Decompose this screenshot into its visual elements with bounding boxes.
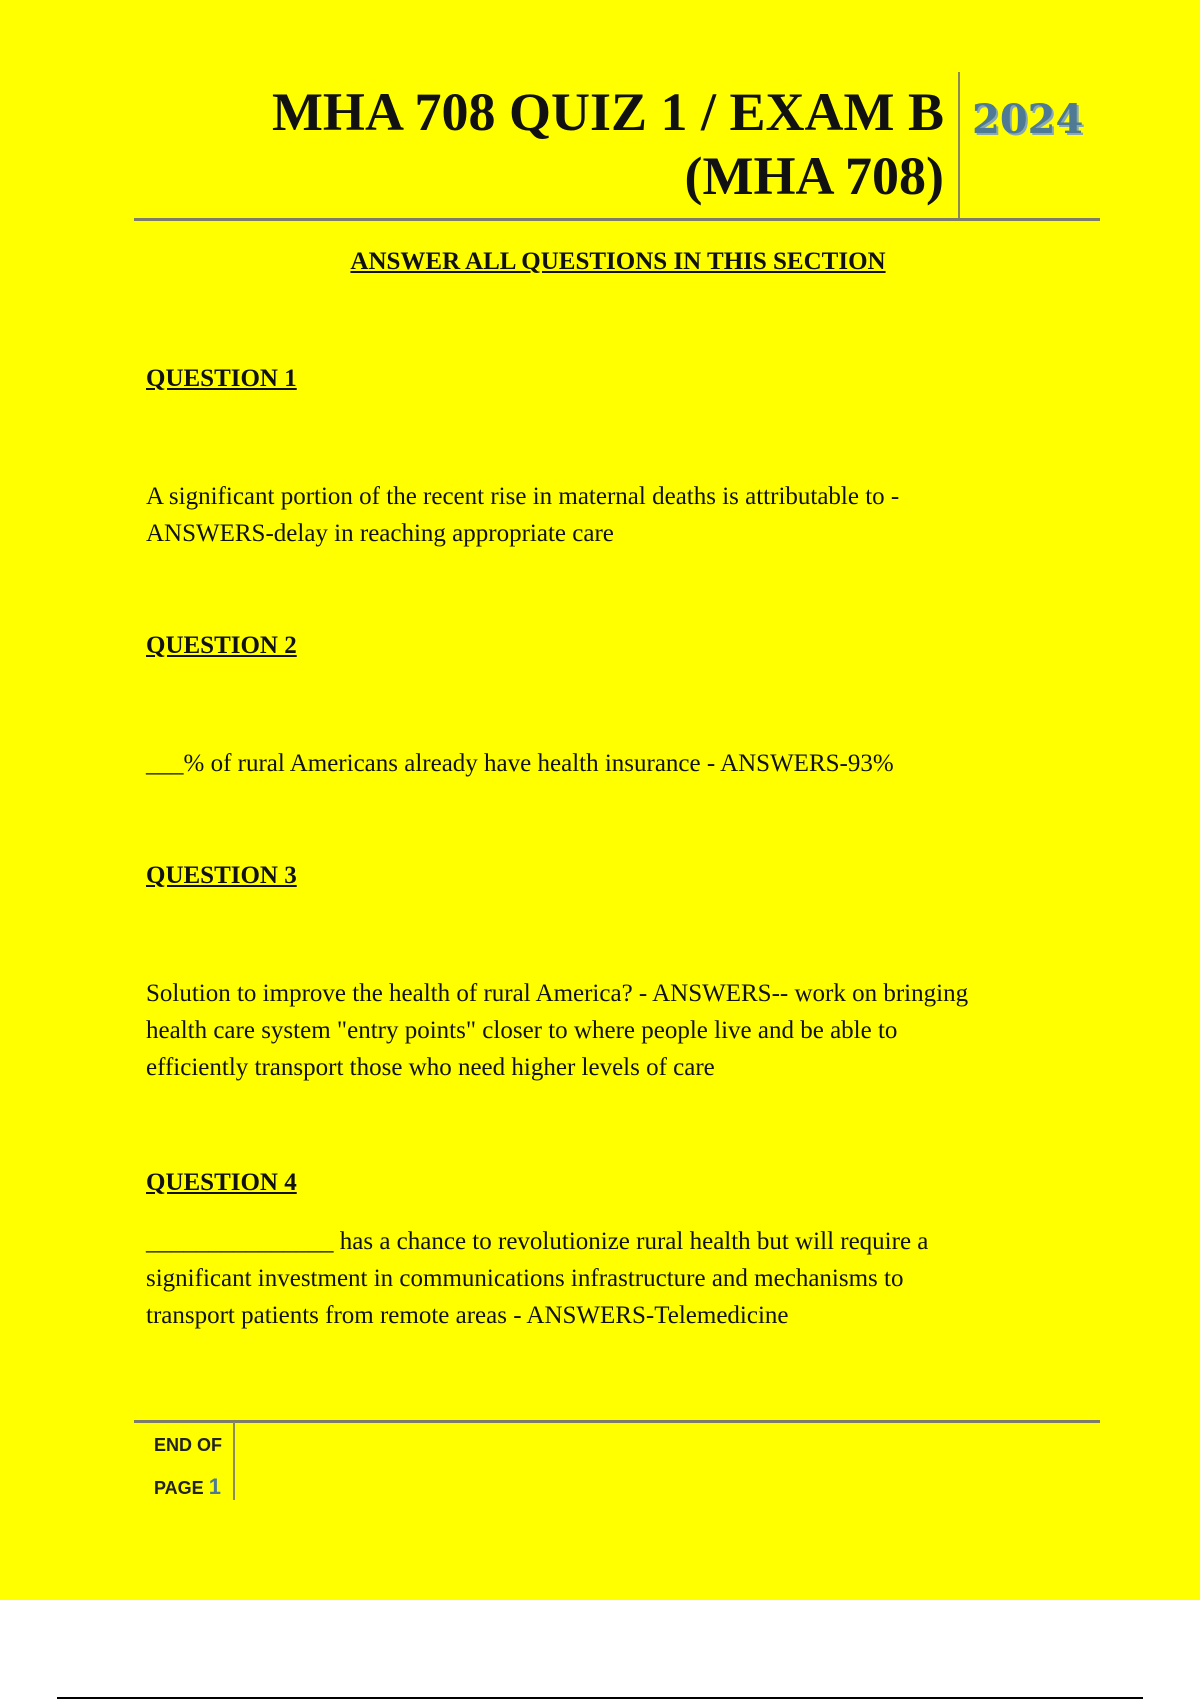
question-1-label: QUESTION 1: [146, 365, 297, 392]
title-line-2: (MHA 708): [684, 146, 944, 206]
question-4-line-3: transport patients from remote areas - ANSWERS-Telemedicine: [146, 1302, 789, 1329]
bottom-rule: [57, 1697, 1143, 1699]
section-heading: ANSWER ALL QUESTIONS IN THIS SECTION: [350, 248, 886, 275]
question-1-text: [146, 478, 1086, 552]
year-label: 2024: [972, 96, 1084, 143]
footer-page-line: [154, 1466, 230, 1509]
footer-end-of: END OF: [154, 1435, 223, 1455]
question-4-line-1: _______________ has a chance to revolutionize rural health but will require a: [146, 1228, 929, 1255]
footer-page-label: PAGE: [154, 1478, 204, 1498]
title-divider: [958, 72, 960, 220]
question-4-label: QUESTION 4: [146, 1169, 297, 1196]
question-3-label: QUESTION 3: [146, 862, 297, 889]
header-rule: [134, 218, 1100, 221]
title-line-1: MHA 708 QUIZ 1 / EXAM B: [271, 82, 944, 142]
question-2-line-1: ___% of rural Americans already have health insurance - ANSWERS-93%: [146, 750, 894, 777]
footer-page-number: 1: [208, 1474, 221, 1499]
question-3-line-1: Solution to improve the health of rural America? - ANSWERS-- work on bringing: [146, 980, 969, 1007]
question-1-line-2: ANSWERS-delay in reaching appropriate care: [146, 520, 614, 547]
question-3-line-2: health care system "entry points" closer to where people live and be able to: [146, 1017, 898, 1044]
question-3-text: [146, 975, 1086, 1086]
question-2-text: [146, 745, 1086, 782]
footer-rule: [134, 1420, 1100, 1423]
page-footer: [154, 1424, 230, 1509]
question-1-line-1: A significant portion of the recent rise in maternal deaths is attributable to -: [146, 483, 900, 510]
page-title: [134, 80, 944, 208]
question-3-line-3: efficiently transport those who need higher levels of care: [146, 1054, 715, 1081]
question-4-line-2: significant investment in communications infrastructure and mechanisms to: [146, 1265, 904, 1292]
question-4-text: [146, 1223, 1086, 1334]
footer-divider: [233, 1422, 235, 1500]
question-2-label: QUESTION 2: [146, 632, 297, 659]
